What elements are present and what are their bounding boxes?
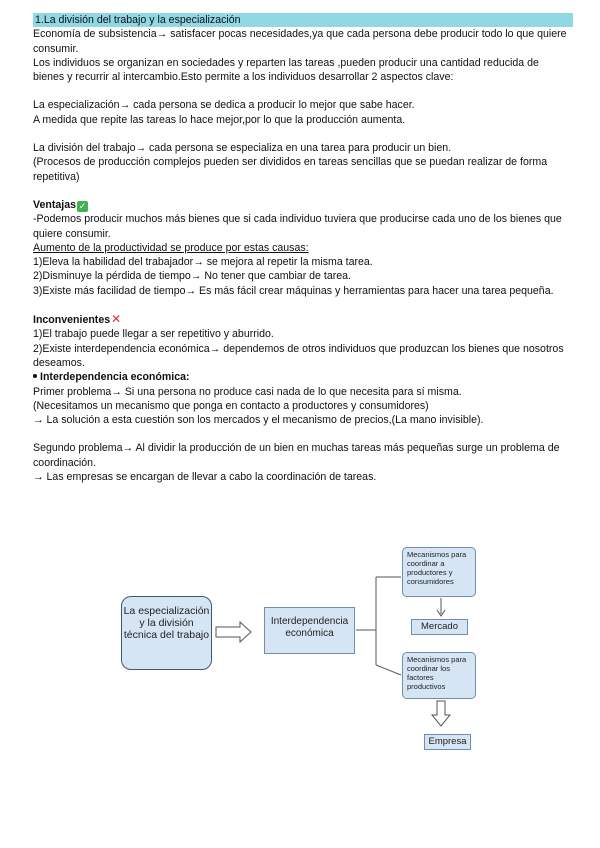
- ventajas-heading-text: Ventajas: [33, 198, 76, 211]
- ventajas-heading: [33, 198, 573, 212]
- diagram-box-mercado: Mercado: [411, 619, 468, 635]
- ventajas-item: 1)Eleva la habilidad del trabajador→ se mejora al repetir la misma tarea.: [33, 256, 373, 269]
- inconvenientes-item: 2)Existe interdependencia económica→ dependemos de otros individuos que produzcan los bienes que nosotros deseamos.: [33, 342, 564, 369]
- segundo-problema-2: → Las empresas se encargan de llevar a cabo la coordinación de tareas.: [33, 471, 377, 484]
- interdependencia-heading: [33, 370, 573, 384]
- block-arrow-right-icon: [216, 622, 251, 642]
- section-title: 1.La división del trabajo y la especialización: [33, 13, 573, 27]
- inconvenientes-heading-text: Inconvenientes: [33, 314, 111, 327]
- cross-mark-icon: ✕: [111, 312, 122, 327]
- concept-diagram: [0, 530, 600, 760]
- bullet-icon: [33, 374, 37, 378]
- diagram-box-empresa: Empresa: [424, 734, 471, 750]
- diagram-box-coordinar-factores: Mecanismos para coordinar los factores productivos: [402, 652, 476, 699]
- interdependencia-line: (Necesitamos un mecanismo que ponga en contacto a productores y consumidores): [33, 399, 429, 412]
- intro-paragraph-2: Los individuos se organizan en sociedades y reparten las tareas ,pueden producir una cantidad reducida de bienes y recurrir al intercambio.Esto permite a los individuos desarrollar 2 aspectos clave:: [33, 56, 539, 84]
- connector-line: [376, 665, 401, 675]
- ventajas-item: 3)Existe más facilidad de tiempo→ Es más fácil crear máquinas y herramientas para hacer una tarea pequeña.: [33, 284, 554, 297]
- inconvenientes-item: 1)El trabajo puede llegar a ser repetitivo y aburrido.: [33, 328, 274, 341]
- ventajas-item: 2)Disminuye la pérdida de tiempo→ No tener que cambiar de tarea.: [33, 270, 351, 283]
- diagram-box-interdependencia: Interdependencia económica: [264, 607, 355, 654]
- block-arrow-down-icon: [432, 701, 450, 726]
- ventajas-subheading: Aumento de la productividad se produce por estas causas:: [33, 241, 309, 254]
- check-mark-icon: ✓: [78, 200, 87, 211]
- especializacion-line: La especialización→ cada persona se dedica a producir lo mejor que sabe hacer.: [33, 99, 415, 112]
- division-line: La división del trabajo→ cada persona se especializa en una tarea para producir un bien.: [33, 142, 452, 155]
- diagram-box-especializacion: La especialización y la división técnica del trabajo: [121, 596, 212, 670]
- diagram-box-coordinar-productores: Mecanismos para coordinar a productores y consumidores: [402, 547, 476, 597]
- interdependencia-line: Primer problema→ Si una persona no produce casi nada de lo que necesita para sí misma.: [33, 385, 462, 398]
- division-line-2: (Procesos de producción complejos pueden ser divididos en tareas sencillas que se puedan realizar de forma repetitiva): [33, 156, 548, 183]
- document-body: [33, 13, 573, 484]
- intro-paragraph-1: Economía de subsistencia→ satisfacer pocas necesidades,ya que cada persona debe producir todo lo que quiere consumir.: [33, 28, 567, 55]
- interdependencia-line: → La solución a esta cuestión son los mercados y el mecanismo de precios,(La mano invisible).: [33, 414, 484, 427]
- segundo-problema: Segundo problema→ Al dividir la producción de un bien en muchas tareas más pequeñas surge un problema de coordinación.: [33, 442, 560, 469]
- especializacion-line-2: A medida que repite las tareas lo hace mejor,por lo que la producción aumenta.: [33, 113, 406, 126]
- ventajas-intro: -Podemos producir muchos más bienes que si cada individuo tuviera que producirse cada uno de los bienes que quiere consumir.: [33, 213, 562, 240]
- interdependencia-heading-text: Interdependencia económica:: [40, 371, 190, 384]
- inconvenientes-heading: [33, 312, 573, 327]
